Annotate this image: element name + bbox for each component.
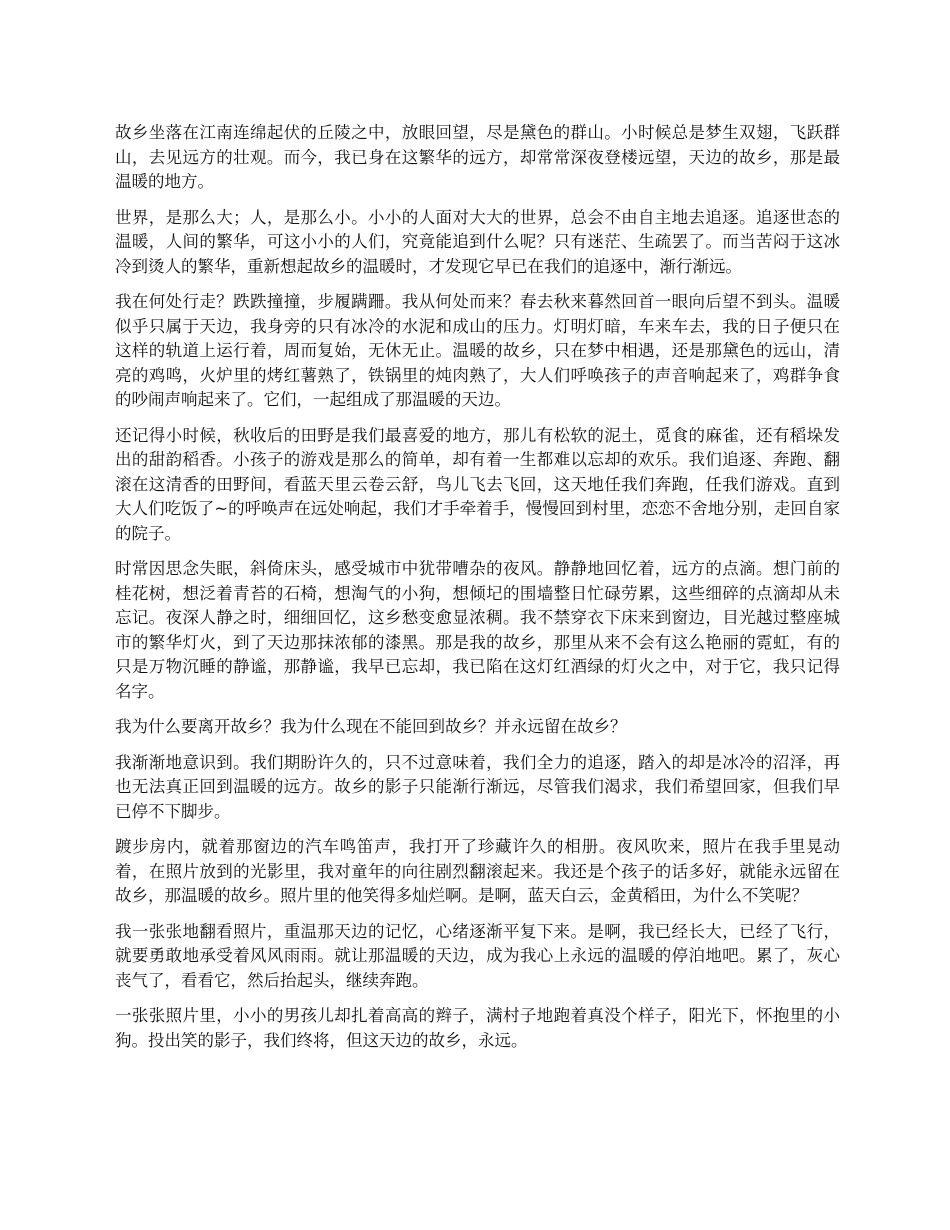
paragraph-4: 还记得小时候，秋收后的田野是我们最喜爱的地方，那儿有松软的泥土，觅食的麻雀，还有稻垛发出的甜韵稻香。小孩子的游戏是那么的简单，却有着一生都难以忘却的欢乐。我们追逐、奔跑、翻滚在这清香的田野间，看蓝天里云卷云舒，鸟儿飞去飞回，这天地任我们奔跑，任我们游戏。直到大人们吃饭了~的呼唤声在远处响起，我们才手牵着手，慢慢回到村里，恋恋不舍地分别，走回自家的院子。 xyxy=(115,425,840,543)
paragraph-10: 一张张照片里，小小的男孩儿却扎着高高的辫子，满村子地跑着真没个样子，阳光下，怀抱里的小狗。投出笑的影子，我们终将，但这天边的故乡，永远。 xyxy=(115,1006,840,1050)
paragraph-3: 我在何处行走？跌跌撞撞，步履蹒跚。我从何处而来？春去秋来暮然回首一眼向后望不到头。温暖似乎只属于天边，我身旁的只有冰冷的水泥和成山的压力。灯明灯暗，车来车去，我的日子便只在这样的轨道上运行着，周而复始，无休无止。温暖的故乡，只在梦中相遇，还是那黛色的远山，清亮的鸡鸣，火炉里的烤红薯熟了，铁锅里的炖肉熟了，大人们呼唤孩子的声音响起来了，鸡群争食的吵闹声响起来了。它们，一起组成了那温暖的天边。 xyxy=(115,292,840,409)
paragraph-7: 我渐渐地意识到。我们期盼许久的，只不过意味着，我们全力的追逐，踏入的却是冰冷的沼泽，再也无法真正回到温暖的远方。故乡的影子只能渐行渐远，尽管我们渴求，我们希望回家，但我们早已停不下脚步。 xyxy=(115,752,840,821)
paragraph-1: 故乡坐落在江南连绵起伏的丘陵之中，放眼回望，尽是黛色的群山。小时候总是梦生双翅，飞跃群山，去见远方的壮观。而今，我已身在这繁华的远方，却常常深夜登楼远望，天边的故乡，那是最温暖的地方。 xyxy=(115,123,840,191)
paragraph-9: 我一张张地翻看照片，重温那天边的记忆，心绪逐渐平复下来。是啊，我已经长大，已经了飞行，就要勇敢地承受着风风雨雨。就让那温暖的天边，成为我心上永远的温暖的停泊地吧。累了，灰心丧气了，看看它，然后抬起头，继续奔跑。 xyxy=(115,921,840,990)
document-body xyxy=(115,121,840,1064)
paragraph-5: 时常因思念失眠，斜倚床头，感受城市中犹带嘈杂的夜风。静静地回忆着，远方的点滴。想门前的桂花树，想泛着青苔的石椅，想淘气的小狗，想倾圮的围墙整日忙碌劳累，这些细碎的点滴却从未忘记。夜深人静之时，细细回忆，这乡愁变愈显浓稠。我不禁穿衣下床来到窗边，目光越过整座城市的繁华灯火，到了天边那抹浓郁的漆黑。那是我的故乡，那里从来不会有这么艳丽的霓虹，有的只是万物沉睡的静谧，那静谧，我早已忘却，我已陷在这灯红酒绿的灯火之中，对于它，我只记得名字。 xyxy=(115,559,840,701)
paragraph-8: 踱步房内，就着那窗边的汽车鸣笛声，我打开了珍藏许久的相册。夜风吹来，照片在我手里晃动着，在照片放到的光影里，我对童年的向往剧烈翻滚起来。我还是个孩子的话多好，就能永远留在故乡，那温暖的故乡。照片里的他笑得多灿烂啊。是啊，蓝天白云，金黄稻田，为什么不笑呢？ xyxy=(115,837,840,905)
paragraph-2: 世界，是那么大；人，是那么小。小小的人面对大大的世界，总会不由自主地去追逐。追逐世态的温暖，人间的繁华，可这小小的人们，究竟能追到什么呢？只有迷茫、生疏罢了。而当苦闷于这冰冷到烫人的繁华，重新想起故乡的温暖时，才发现它早已在我们的追逐中，渐行渐远。 xyxy=(115,207,840,276)
paragraph-6: 我为什么要离开故乡？我为什么现在不能回到故乡？并永远留在故乡？ xyxy=(115,717,627,736)
